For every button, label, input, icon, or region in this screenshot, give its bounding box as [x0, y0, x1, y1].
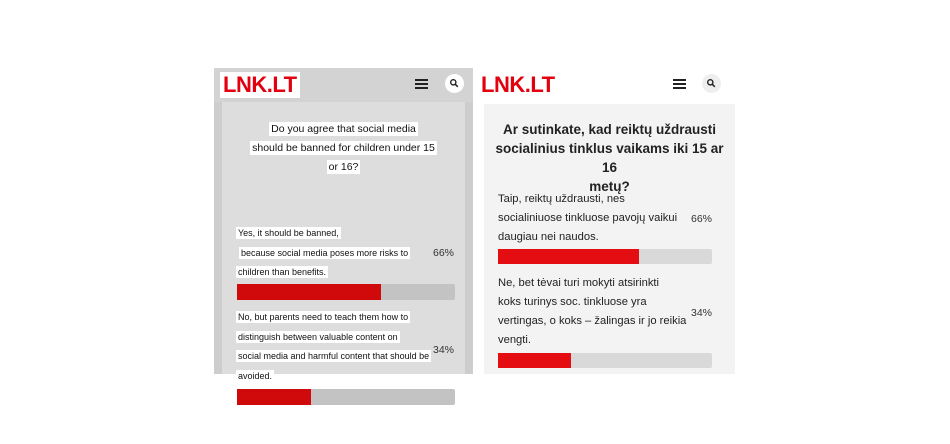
poll-card: [222, 102, 465, 382]
lithuanian-poll-panel: [481, 68, 737, 374]
poll-option-bar-fill: [498, 249, 639, 264]
search-button[interactable]: [445, 74, 464, 93]
search-icon: [445, 74, 464, 93]
poll-option-bar-fill: [237, 284, 381, 300]
menu-icon[interactable]: [415, 79, 428, 89]
poll-option-percent: 34%: [691, 307, 713, 319]
poll-option-percent: 66%: [433, 247, 455, 259]
menu-icon[interactable]: [673, 79, 686, 89]
lnk-logo[interactable]: LNK.LT: [481, 72, 555, 97]
poll-option-bar: [237, 389, 455, 405]
poll-option-bar-fill: [237, 389, 311, 405]
poll-option-bar: [498, 249, 712, 264]
site-header: [214, 68, 473, 102]
poll-option-label: Yes, it should be banned, because social media poses more risks to children than benefits.: [238, 228, 409, 278]
lnk-logo[interactable]: LNK.LT: [220, 72, 300, 98]
poll-option-bar: [237, 284, 455, 300]
poll-option-bar-fill: [498, 353, 571, 368]
site-header: [481, 68, 737, 102]
poll-option-label: Taip, reiktų uždrausti, nes socialiniuose tinkluose pavojų vaikui daugiau nei naudos.: [498, 193, 678, 243]
search-button[interactable]: [702, 74, 721, 93]
poll-option-percent: 66%: [691, 213, 713, 225]
poll-option-bar: [498, 353, 712, 368]
poll-question: Do you agree that social media should be banned for children under 15 or 16?: [252, 123, 435, 173]
poll-option-label: Ne, bet tėvai turi mokyti atsirinkti koks turinys soc. tinkluose yra vertingas, o koks – žalingas ir jo reikia vengti.: [498, 277, 687, 346]
poll-option-percent: 34%: [433, 344, 455, 356]
english-poll-panel: [214, 68, 473, 382]
poll-option-label: No, but parents need to teach them how to distinguish between valuable content on social media and harmful content that should be avoided.: [238, 312, 430, 382]
poll-question: Ar sutinkate, kad reiktų uždrausti socialinius tinklus vaikams iki 15 ar 16 metų?: [495, 122, 724, 194]
poll-card: [484, 104, 735, 374]
search-icon: [702, 74, 721, 93]
